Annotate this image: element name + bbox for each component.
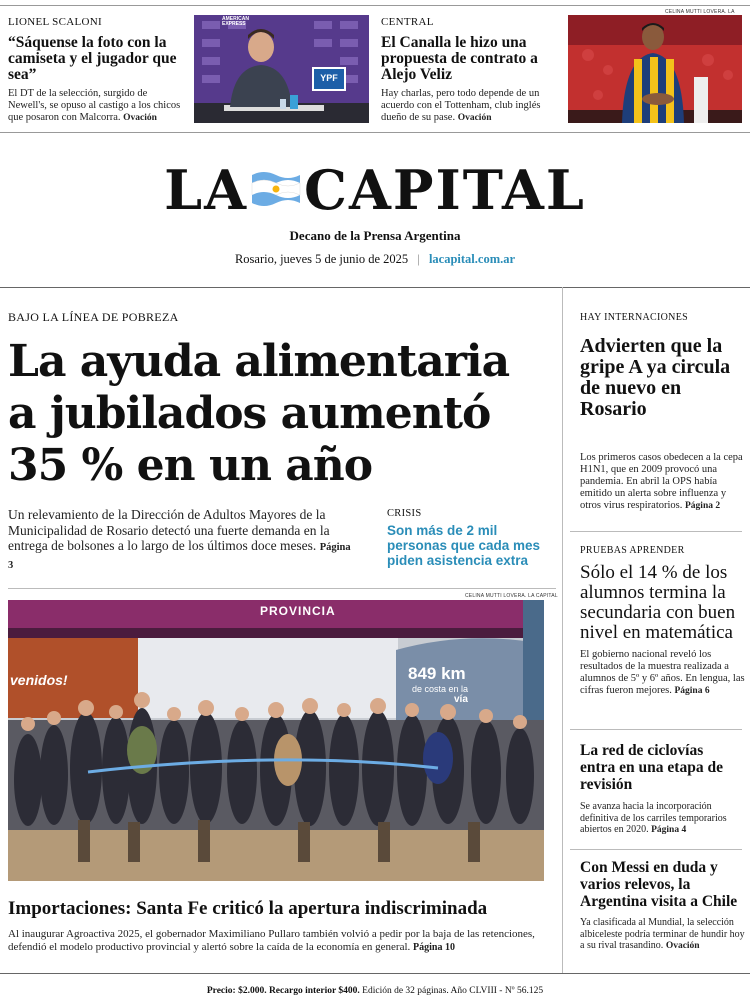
sidebar-1-headline[interactable]: Advierten que la gripe A ya circula de nuevo en Rosario (580, 335, 731, 420)
photo-story-body (8, 928, 556, 954)
sidebar-divider (562, 287, 563, 973)
sidebar-3-body-text: Se avanza hacia la incorporación definitiva de los carriles temporarios abiertos en 2020. (580, 801, 727, 835)
sidebar-3-body (580, 801, 745, 837)
provincia-banner: PROVINCIA (260, 604, 336, 618)
sidebar-2-headline[interactable]: Sólo el 14 % de los alumnos termina la secundaria con buen nivel en matemática (580, 562, 736, 643)
sidebar-2-kicker: PRUEBAS APRENDER (580, 545, 685, 556)
top-right-headline[interactable]: El Canalla le hizo una propuesta de contrato a Alejo Veliz (381, 34, 538, 83)
sidebar-4-ref[interactable]: Ovación (665, 941, 700, 951)
lead-headline-line-2: a jubilados aumentó (8, 388, 491, 439)
lead-ref[interactable]: Página 3 (8, 542, 351, 571)
masthead-date: Rosario, jueves 5 de junio de 2025 (234, 252, 409, 266)
photo-story-ref[interactable]: Página 10 (413, 941, 455, 953)
scaloni-photo-art (194, 15, 369, 123)
lead-kicker: BAJO LA LÍNEA DE POBREZA (8, 310, 179, 324)
footer-rule (0, 973, 750, 974)
km-sign-sub: de costa en la (412, 684, 469, 694)
crisis-headline[interactable]: Son más de 2 mil personas que cada mes piden asistencia extra (387, 523, 541, 568)
top-section-rule (0, 132, 750, 133)
km-sign-sub2: vía (454, 694, 468, 705)
sidebar-1-body (580, 452, 745, 512)
top-right-body (381, 88, 561, 124)
photo-story-headline[interactable]: Importaciones: Santa Fe criticó la apertura indiscriminada (8, 898, 488, 919)
welcome-sign: venidos! (10, 672, 68, 688)
sidebar-rule-2 (570, 729, 742, 730)
top-right-body-text: Hay charlas, pero todo depende de un acuerdo con el Tottenham, club inglés dueño de su pase. (381, 88, 541, 123)
sidebar-3-ref[interactable]: Página 4 (651, 825, 687, 835)
top-rule (0, 5, 750, 6)
crisis-kicker: CRISIS (387, 508, 422, 519)
sidebar-rule-1 (570, 531, 742, 532)
footer (0, 986, 750, 996)
ypf-sign: YPF (320, 73, 338, 83)
veliz-photo (568, 15, 742, 123)
lead-rule (8, 588, 556, 589)
sidebar-4-headline[interactable]: Con Messi en duda y varios relevos, la Argentina visita a Chile (580, 859, 738, 910)
lead-headline-line-3: 35 % en un año (8, 440, 373, 491)
top-left-kicker: LIONEL SCALONI (8, 16, 102, 28)
lead-headline-line-1: La ayuda alimentaria (8, 336, 510, 387)
sponsor-text: AMERICAN EXPRESS (222, 16, 249, 27)
agroactiva-photo-art (8, 600, 544, 881)
masthead-dateline (0, 252, 750, 267)
logo-word-la: LA (164, 158, 249, 222)
logo-word-capital: CAPITAL (304, 158, 586, 222)
sidebar-4-body (580, 917, 745, 953)
top-left-headline[interactable]: “Sáquense la foto con la camiseta y el jugador que sea” (8, 34, 177, 83)
top-left-body-text: El DT de la selección, surgido de Newell's, se opuso al castigo a los chicos que posaron con Malcorra. (8, 88, 181, 123)
sidebar-3-headline[interactable]: La red de ciclovías entra en una etapa de revisión (580, 742, 723, 793)
top-right-ref[interactable]: Ovación (457, 113, 492, 123)
masthead-tagline: Decano de la Prensa Argentina (289, 228, 461, 243)
sidebar-2-body (580, 649, 745, 697)
sidebar-2-ref[interactable]: Página 6 (674, 686, 710, 696)
masthead-logo[interactable] (150, 160, 600, 220)
sidebar-1-kicker: HAY INTERNACIONES (580, 312, 688, 323)
sidebar-1-body-text: Los primeros casos obedecen a la cepa H1N1, que en 2009 provocó una pandemia. En abril la OPS había emitido un alerta sobre influenza y otros virus respiratorios. (580, 452, 743, 511)
dateline-separator: | (417, 252, 420, 266)
footer-info: Edición de 32 páginas. Año CLVIII - Nº 56.125 (362, 986, 544, 996)
sidebar-1-ref[interactable]: Página 2 (685, 501, 721, 511)
footer-price: Precio: $2.000. Recargo interior $400. (206, 986, 360, 996)
sidebar-rule-3 (570, 849, 742, 850)
sidebar-2-body-text: El gobierno nacional reveló los resultados de la muestra realizada a alumnos de 5º y 6º años. En lengua, las cifras fueron mejores. (580, 649, 745, 696)
agroactiva-photo (8, 600, 544, 881)
masthead-rule (0, 287, 750, 288)
km-sign: 849 km (408, 664, 466, 683)
argentina-flag-icon (250, 167, 302, 213)
top-left-ref[interactable]: Ovación (123, 113, 157, 123)
veliz-photo-art (568, 15, 742, 123)
top-left-body (8, 88, 188, 124)
masthead-url[interactable]: lacapital.com.ar (428, 252, 516, 266)
scaloni-photo (194, 15, 369, 123)
photo-story-credit: CELINA MUTTI LOVERA. LA CAPITAL (465, 593, 558, 599)
sidebar-4-body-text: Ya clasificada al Mundial, la selección albiceleste podría terminar de hundir hoy a su rival trasandino. (580, 917, 745, 951)
top-photo-credit: CELINA MUTTI LOVERA. LA (665, 9, 735, 15)
lead-headline[interactable] (8, 336, 556, 492)
lead-body-text: Un relevamiento de la Dirección de Adultos Mayores de la Municipalidad de Rosario detectó una fuerte demanda en la entrega de bolsones a lo largo de los últimos doce meses. (8, 507, 330, 553)
photo-story-body-text: Al inaugurar Agroactiva 2025, el gobernador Maximiliano Pullaro también volvió a pedir por la baja de las retenciones, defendió el modelo productivo provincial y alertó sobre la caída de la economía en general. (8, 928, 535, 953)
lead-body (8, 507, 358, 573)
top-right-kicker: CENTRAL (381, 16, 434, 28)
